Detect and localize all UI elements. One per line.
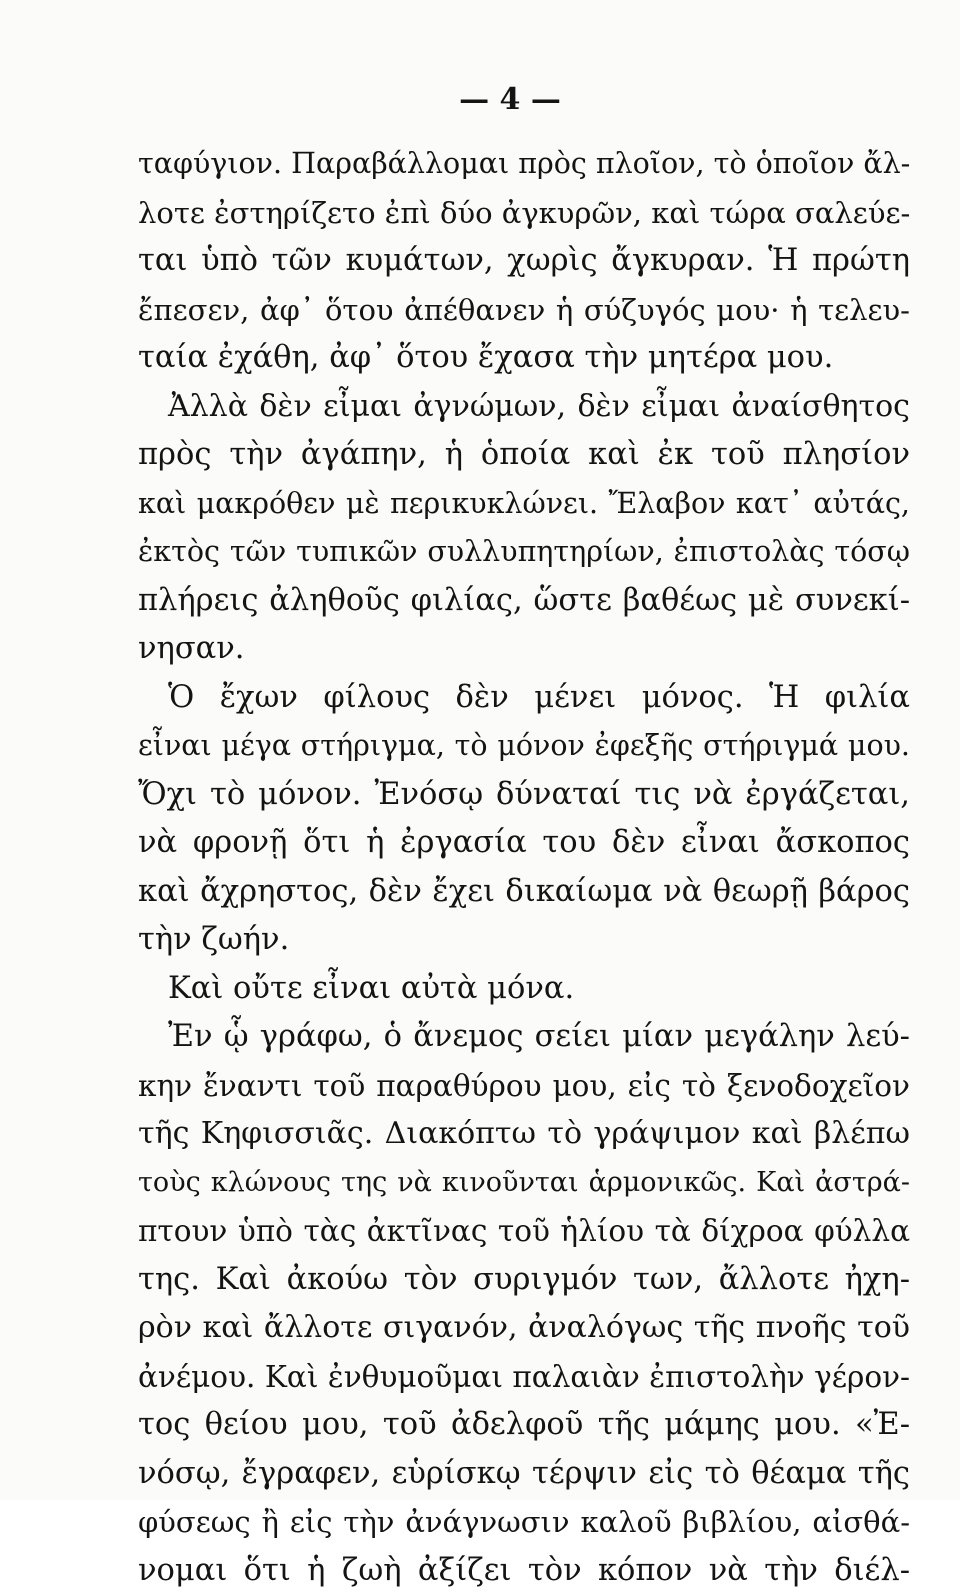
text-line: λοτε ἐστηρίζετο ἐπὶ δύο ἀγκυρῶν, καὶ τώρα σαλεύε- [138,189,910,238]
text-line: ἐκτὸς τῶν τυπικῶν συλλυπητηρίων, ἐπιστολὰς τόσῳ [138,528,910,577]
text-line: καὶ μακρόθεν μὲ περικυκλώνει. Ἔλαβον κατ᾽ αὐτάς, [138,480,910,529]
text-line: Ὁ ἔχων φίλους δὲν μένει μόνος. Ἡ φιλία [138,674,910,723]
text-line: Ἀλλὰ δὲν εἶμαι ἀγνώμων, δὲν εἶμαι ἀναίσθητος [138,383,910,432]
text-line: τοὺς κλώνους της νὰ κινοῦνται ἁρμονικῶς. Καὶ ἀστρά- [138,1159,910,1208]
text-line: της. Καὶ ἀκούω τὸν συριγμόν των, ἄλλοτε ἠχη- [138,1256,910,1305]
text-line: νησαν. [138,625,910,674]
body-text [138,140,910,1595]
text-line: ρὸν καὶ ἄλλοτε σιγανόν, ἀναλόγως τῆς πνοῆς τοῦ [138,1304,910,1353]
text-line: ταία ἐχάθη, ἀφ᾽ ὅτου ἔχασα τὴν μητέρα μου. [138,334,910,383]
text-line: νὰ φρονῇ ὅτι ἡ ἐργασία του δὲν εἶναι ἄσκοπος [138,819,910,868]
text-line: Ὄχι τὸ μόνον. Ἐνόσῳ δύναταί τις νὰ ἐργάζεται, [138,771,910,820]
text-line: καὶ ἄχρηστος, δὲν ἔχει δικαίωμα νὰ θεωρῇ βάρος [138,868,910,917]
text-line: πτουν ὑπὸ τὰς ἀκτῖνας τοῦ ἡλίου τὰ δίχροα φύλλα [138,1207,910,1256]
text-line: ἀνέμου. Καὶ ἐνθυμοῦμαι παλαιὰν ἐπιστολὴν γέρον- [138,1353,910,1402]
text-line: φύσεως ἢ εἰς τὴν ἀνάγνωσιν καλοῦ βιβλίου, αἰσθά- [138,1498,910,1547]
text-line: τος θείου μου, τοῦ ἀδελφοῦ τῆς μάμης μου. «Ἐ- [138,1401,910,1450]
text-line: ταφύγιον. Παραβάλλομαι πρὸς πλοῖον, τὸ ὁποῖον ἄλ- [138,140,910,189]
text-line: Ἐν ᾧ γράφω, ὁ ἄνεμος σείει μίαν μεγάλην λεύ- [138,1013,910,1062]
text-line: τὴν ζωήν. [138,916,910,965]
text-line: νομαι ὅτι ἡ ζωὴ ἀξίζει τὸν κόπον νὰ τὴν διέλ- [138,1547,910,1595]
text-line: νόσῳ, ἔγραφεν, εὑρίσκῳ τέρψιν εἰς τὸ θέαμα τῆς [138,1450,910,1499]
text-line: ται ὑπὸ τῶν κυμάτων, χωρὶς ἄγκυραν. Ἡ πρώτη [138,237,910,286]
text-line: πρὸς τὴν ἀγάπην, ἡ ὁποία καὶ ἐκ τοῦ πλησίον [138,431,910,480]
page-number: — 4 — [30,82,960,117]
text-line: πλήρεις ἀληθοῦς φιλίας, ὥστε βαθέως μὲ συνεκί- [138,577,910,626]
text-line: τῆς Κηφισσιᾶς. Διακόπτω τὸ γράψιμον καὶ βλέπω [138,1110,910,1159]
text-line: Καὶ οὔτε εἶναι αὐτὰ μόνα. [138,965,910,1014]
text-line: ἔπεσεν, ἀφ᾽ ὅτου ἀπέθανεν ἡ σύζυγός μου· ἡ τελευ- [138,286,910,335]
text-line: κην ἔναντι τοῦ παραθύρου μου, εἰς τὸ ξενοδοχεῖον [138,1062,910,1111]
text-line: εἶναι μέγα στήριγμα, τὸ μόνον ἐφεξῆς στήριγμά μου. [138,722,910,771]
